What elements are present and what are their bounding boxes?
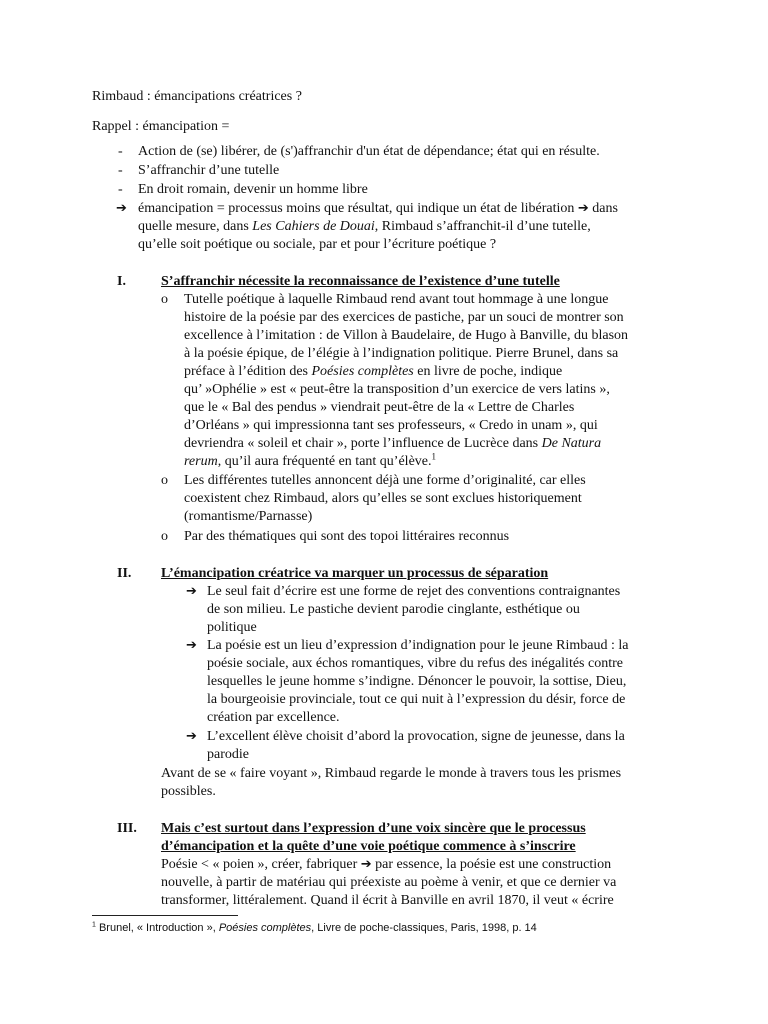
rappel-line: Rappel : émancipation = <box>92 119 230 134</box>
circle-bullet: o <box>161 529 168 544</box>
paragraph-line: création par excellence. <box>207 710 340 725</box>
arrow-icon: ➔ <box>186 584 197 599</box>
section-heading: d’émancipation et la quête d’une voie poétique commence à s’inscrire <box>161 839 576 854</box>
document-title: Rimbaud : émancipations créatrices ? <box>92 89 302 104</box>
paragraph-line: nouvelle, à partir de matériau qui préexiste au poème à venir, et que ce dernier va <box>161 875 617 890</box>
paragraph-line: qu’ »Ophélie » est « peut-être la transposition d’un exercice de vers latins », <box>184 382 610 397</box>
section-numeral: I. <box>117 274 126 289</box>
paragraph-line: (romantisme/Parnasse) <box>184 509 313 524</box>
footnote: $^1$ Brunel, « Introduction », Poésies complètes, Livre de poche-classiques, Paris, 1998, p. 14 <box>92 921 537 934</box>
arrow-icon: ➔ <box>186 638 197 653</box>
paragraph-line: transformer, littéralement. Quand il écrit à Banville en avril 1870, il veut « écrire <box>161 893 614 908</box>
paragraph-line: préface à l’édition des Poésies complètes en livre de poche, indique <box>184 364 563 379</box>
section-numeral: III. <box>117 821 137 836</box>
definition-item: En droit romain, devenir un homme libre <box>138 182 368 197</box>
paragraph-line: Le seul fait d’écrire est une forme de rejet des conventions contraignantes <box>207 584 621 599</box>
footnote-separator <box>92 915 238 916</box>
definition-item: S’affranchir d’une tutelle <box>138 163 280 178</box>
paragraph-line: La poésie est un lieu d’expression d’indignation pour le jeune Rimbaud : la <box>207 638 629 653</box>
dash-bullet: - <box>118 163 123 178</box>
paragraph-line: L’excellent élève choisit d’abord la provocation, signe de jeunesse, dans la <box>207 729 625 744</box>
paragraph-line: de son milieu. Le pastiche devient parodie cinglante, esthétique ou <box>207 602 580 617</box>
paragraph-line: Tutelle poétique à laquelle Rimbaud rend avant tout hommage à une longue <box>184 292 609 307</box>
paragraph-line: lesquelles le jeune homme s’indigne. Dénoncer le pouvoir, la sottise, Dieu, <box>207 674 627 689</box>
problematic-line: émancipation = processus moins que résultat, qui indique un état de libération ➔ dans <box>138 201 618 216</box>
section-heading: L’émancipation créatrice va marquer un processus de séparation <box>161 566 549 581</box>
paragraph-line: poésie sociale, aux échos romantiques, vibre du refus des inégalités contre <box>207 656 623 671</box>
paragraph-line: politique <box>207 620 257 635</box>
arrow-icon: ➔ <box>360 857 372 872</box>
dash-bullet: - <box>118 182 123 197</box>
paragraph-line: d’Orléans » qui impressionna tant ses professeurs, « Credo in unam », qui <box>184 418 598 433</box>
section-heading: S’affranchir nécessite la reconnaissance de l’existence d’une tutelle <box>161 274 560 289</box>
section-heading: Mais c’est surtout dans l’expression d’une voix sincère que le processus <box>161 821 586 836</box>
paragraph-line: devriendra « soleil et chair », porte l’influence de Lucrèce dans De Natura <box>184 436 602 451</box>
definition-item: Action de (se) libérer, de (s')affranchir d'un état de dépendance; état qui en résulte. <box>138 144 600 159</box>
arrow-icon: ➔ <box>186 729 197 744</box>
problematic-line: qu’elle soit poétique ou sociale, par et pour l’écriture poétique ? <box>138 237 497 252</box>
paragraph-line: que le « Bal des pendus » viendrait peut-être de la « Lettre de Charles <box>184 400 575 415</box>
paragraph-line: rerum, qu’il aura fréquenté en tant qu’élève.$^1$ <box>184 451 436 469</box>
paragraph-line: Par des thématiques qui sont des topoi littéraires reconnus <box>184 529 510 544</box>
paragraph-line: Avant de se « faire voyant », Rimbaud regarde le monde à travers tous les prismes <box>161 766 622 781</box>
paragraph-line: coexistent chez Rimbaud, alors qu’elles se sont exclues historiquement <box>184 491 582 506</box>
paragraph-line: Les différentes tutelles annoncent déjà une forme d’originalité, car elles <box>184 473 586 488</box>
paragraph-line: excellence à l’imitation : de Villon à Baudelaire, de Hugo à Banville, du blason <box>184 328 629 343</box>
paragraph-line: Poésie < « poien », créer, fabriquer ➔ par essence, la poésie est une construction <box>161 857 612 872</box>
circle-bullet: o <box>161 292 168 307</box>
paragraph-line: à la poésie épique, de l’élégie à l’indignation politique. Pierre Brunel, dans sa <box>184 346 619 361</box>
paragraph-line: histoire de la poésie par des exercices de pastiche, par un souci de montrer son <box>184 310 624 325</box>
paragraph-line: la bourgeoisie provinciale, tout ce qui nuit à l’expression du désir, force de <box>207 692 626 707</box>
dash-bullet: - <box>118 144 123 159</box>
paragraph-line: parodie <box>207 747 249 762</box>
problematic-line: quelle mesure, dans Les Cahiers de Douai, Rimbaud s’affranchit-il d’une tutelle, <box>138 219 591 234</box>
footnote-ref: 1 <box>431 451 436 462</box>
section-numeral: II. <box>117 566 132 581</box>
paragraph-line: possibles. <box>161 784 216 799</box>
arrow-icon: ➔ <box>577 201 589 216</box>
arrow-icon: ➔ <box>116 201 127 216</box>
circle-bullet: o <box>161 473 168 488</box>
